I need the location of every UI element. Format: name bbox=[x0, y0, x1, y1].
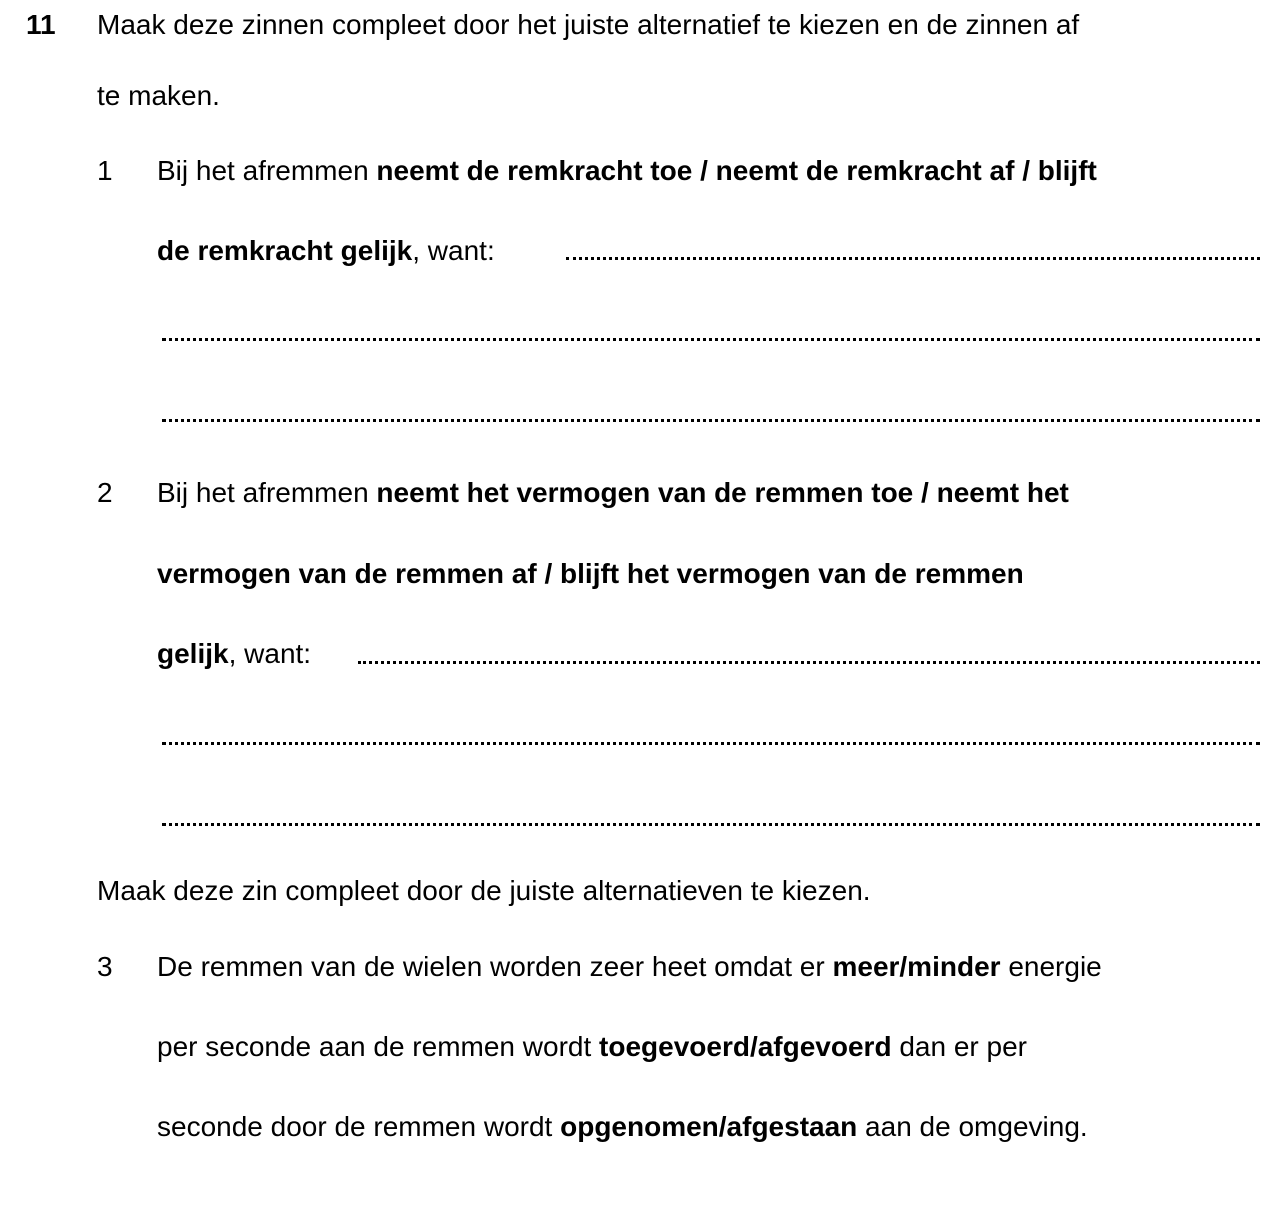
item-1-answer-line-3[interactable] bbox=[162, 419, 1260, 422]
item-2-answer-line-1[interactable] bbox=[358, 661, 1260, 664]
item-2-line1 bbox=[157, 477, 1069, 509]
item-1-line1-text: Bij het afremmen bbox=[157, 155, 377, 186]
item-3-line3 bbox=[157, 1111, 1088, 1143]
item-1-options-part2: de remkracht gelijk bbox=[157, 235, 413, 266]
item-3-line1-post: energie bbox=[1000, 951, 1102, 982]
item-2-answer-line-2[interactable] bbox=[162, 742, 1260, 745]
item-3-line3-post: aan de omgeving. bbox=[857, 1111, 1088, 1142]
item-1-answer-line-1[interactable] bbox=[566, 257, 1260, 260]
item-3-number: 3 bbox=[97, 951, 113, 982]
item-3-line1 bbox=[157, 951, 1102, 983]
item-2-options-part3: gelijk bbox=[157, 638, 229, 669]
question-instruction-line1: Maak deze zinnen compleet door het juiste alternatief te kiezen en de zinnen af bbox=[97, 9, 1080, 40]
item-2-line3 bbox=[157, 638, 311, 670]
item-3-choice-meer-minder: meer/minder bbox=[832, 951, 1001, 982]
item-2-line2 bbox=[157, 558, 1024, 590]
item-3-line3-pre: seconde door de remmen wordt bbox=[157, 1111, 561, 1142]
item-2-line1-text: Bij het afremmen bbox=[157, 477, 377, 508]
item-2-options-part2: vermogen van de remmen af / blijft het vermogen van de remmen bbox=[157, 558, 1024, 589]
item-2-options-part1: neemt het vermogen van de remmen toe / neemt het bbox=[376, 477, 1069, 508]
question-number: 11 bbox=[26, 9, 56, 40]
instruction-2: Maak deze zin compleet door de juiste alternatieven te kiezen. bbox=[97, 875, 871, 906]
item-3-choice-toegevoerd-afgevoerd: toegevoerd/afgevoerd bbox=[599, 1031, 892, 1062]
item-3-line2-post: dan er per bbox=[891, 1031, 1027, 1062]
item-3-line1-pre: De remmen van de wielen worden zeer heet omdat er bbox=[157, 951, 833, 982]
item-1-answer-line-2[interactable] bbox=[162, 338, 1260, 341]
item-1-line1 bbox=[157, 155, 1097, 187]
question-instruction-line2: te maken. bbox=[97, 80, 220, 111]
item-1-number: 1 bbox=[97, 155, 113, 186]
item-2-number: 2 bbox=[97, 477, 113, 508]
item-3-line2 bbox=[157, 1031, 1027, 1063]
item-3-choice-opgenomen-afgestaan: opgenomen/afgestaan bbox=[560, 1111, 858, 1142]
item-3-line2-pre: per seconde aan de remmen wordt bbox=[157, 1031, 600, 1062]
item-2-want-label: , want: bbox=[228, 638, 312, 669]
item-1-want-label: , want: bbox=[412, 235, 495, 266]
item-1-line2 bbox=[157, 235, 495, 267]
item-2-answer-line-3[interactable] bbox=[162, 823, 1260, 826]
item-1-options-part1: neemt de remkracht toe / neemt de remkracht af / blijft bbox=[376, 155, 1097, 186]
